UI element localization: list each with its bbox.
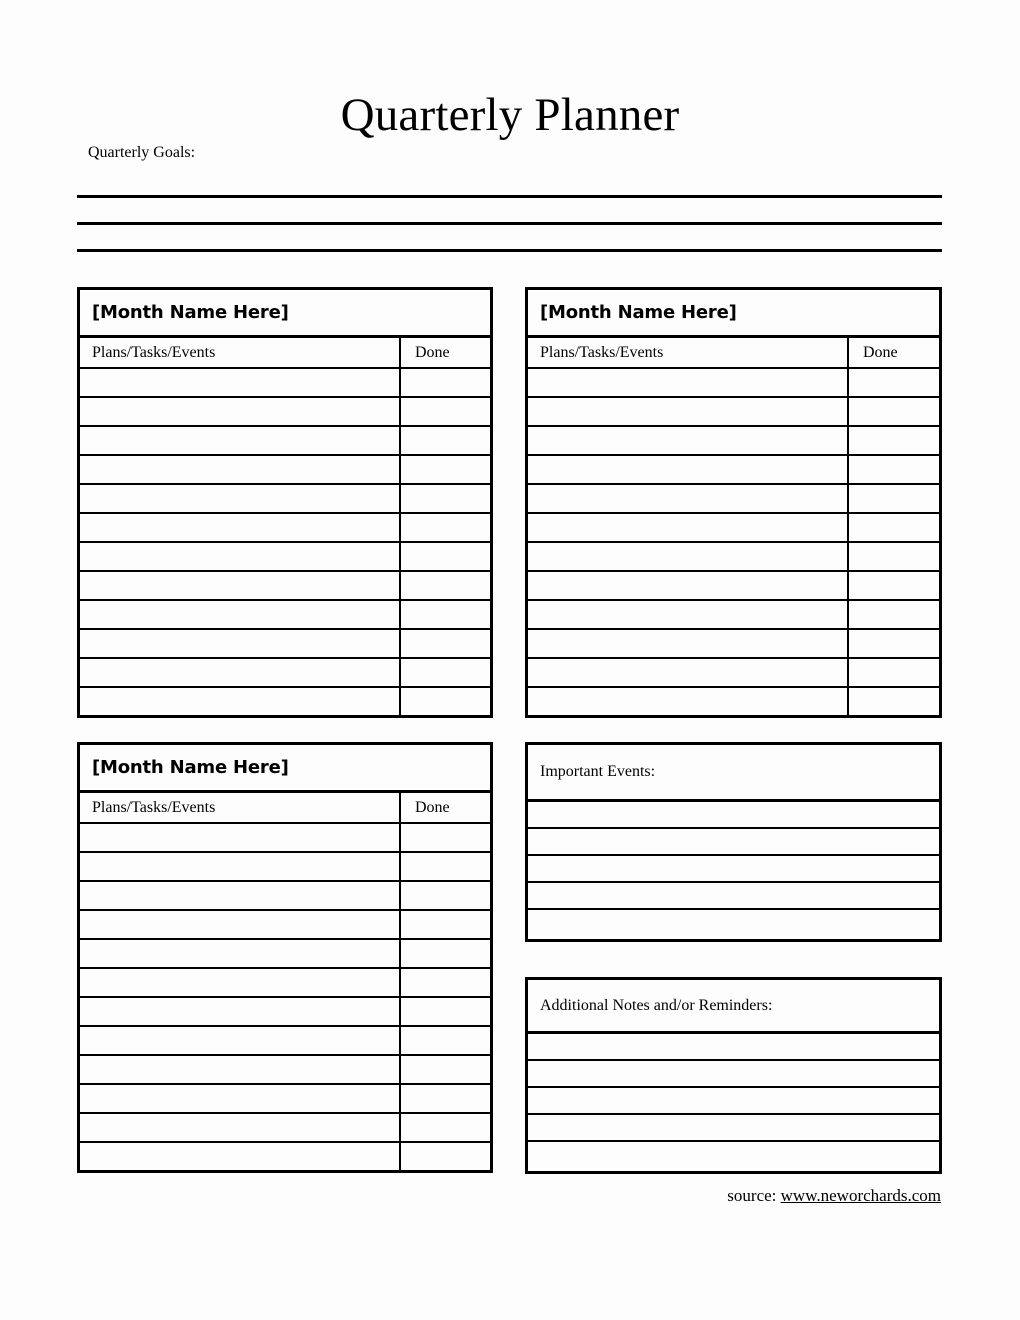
- table-row[interactable]: [80, 571, 490, 600]
- table-row[interactable]: [80, 1055, 490, 1084]
- done-cell[interactable]: [848, 687, 939, 716]
- done-cell[interactable]: [400, 658, 490, 687]
- task-cell[interactable]: [528, 571, 848, 600]
- month-1-title: [Month Name Here]: [92, 302, 289, 323]
- done-cell[interactable]: [400, 1142, 490, 1171]
- month-table-1: [77, 287, 493, 718]
- quarterly-goals-line-1[interactable]: [77, 195, 942, 198]
- month-3-task-table: [80, 793, 490, 1171]
- list-item[interactable]: [528, 1088, 939, 1115]
- task-cell[interactable]: [80, 658, 400, 687]
- table-row[interactable]: [528, 571, 939, 600]
- done-cell[interactable]: [848, 426, 939, 455]
- task-cell[interactable]: [80, 484, 400, 513]
- column-header-tasks: Plans/Tasks/Events: [80, 338, 400, 368]
- table-row[interactable]: [80, 1113, 490, 1142]
- table-row[interactable]: [80, 455, 490, 484]
- task-cell[interactable]: [80, 426, 400, 455]
- month-1-task-table: [80, 338, 490, 716]
- additional-notes-label: Additional Notes and/or Reminders:: [540, 996, 773, 1014]
- done-cell[interactable]: [848, 600, 939, 629]
- table-row[interactable]: [528, 368, 939, 397]
- task-cell[interactable]: [528, 426, 848, 455]
- table-row[interactable]: [528, 513, 939, 542]
- month-2-title-row[interactable]: [528, 290, 939, 338]
- done-cell[interactable]: [400, 910, 490, 939]
- done-cell[interactable]: [400, 455, 490, 484]
- table-row[interactable]: [528, 397, 939, 426]
- task-cell[interactable]: [80, 1055, 400, 1084]
- task-cell[interactable]: [528, 658, 848, 687]
- page-title: Quarterly Planner: [340, 89, 680, 142]
- month-3-rows: [80, 823, 490, 1171]
- task-cell[interactable]: [80, 939, 400, 968]
- task-cell[interactable]: [528, 513, 848, 542]
- done-cell[interactable]: [848, 368, 939, 397]
- table-row[interactable]: [80, 687, 490, 716]
- task-cell[interactable]: [80, 571, 400, 600]
- list-item[interactable]: [528, 1034, 939, 1061]
- task-cell[interactable]: [528, 542, 848, 571]
- task-cell[interactable]: [528, 455, 848, 484]
- month-2-rows: [528, 368, 939, 716]
- done-cell[interactable]: [400, 997, 490, 1026]
- task-cell[interactable]: [80, 513, 400, 542]
- done-cell[interactable]: [400, 881, 490, 910]
- task-cell[interactable]: [528, 600, 848, 629]
- quarterly-goals-line-3[interactable]: [77, 249, 942, 252]
- task-cell[interactable]: [80, 997, 400, 1026]
- important-events-title-row: [528, 745, 939, 802]
- table-row[interactable]: [80, 397, 490, 426]
- table-row[interactable]: [80, 997, 490, 1026]
- done-cell[interactable]: [848, 397, 939, 426]
- important-events-rows: [528, 802, 939, 937]
- important-events-box: [525, 742, 942, 942]
- list-item[interactable]: [528, 856, 939, 883]
- task-cell[interactable]: [80, 542, 400, 571]
- list-item[interactable]: [528, 829, 939, 856]
- table-row[interactable]: [80, 600, 490, 629]
- table-row[interactable]: [528, 426, 939, 455]
- quarterly-goals-line-2[interactable]: [77, 222, 942, 225]
- task-cell[interactable]: [80, 968, 400, 997]
- task-cell[interactable]: [80, 1084, 400, 1113]
- task-cell[interactable]: [80, 600, 400, 629]
- task-cell[interactable]: [80, 629, 400, 658]
- month-1-rows: [80, 368, 490, 716]
- task-cell[interactable]: [528, 629, 848, 658]
- source-prefix: source:: [727, 1186, 777, 1205]
- task-cell[interactable]: [80, 455, 400, 484]
- important-events-label: Important Events:: [540, 763, 656, 780]
- month-table-2: [525, 287, 942, 718]
- list-item[interactable]: [528, 883, 939, 910]
- done-cell[interactable]: [848, 455, 939, 484]
- done-cell[interactable]: [400, 542, 490, 571]
- task-cell[interactable]: [80, 1113, 400, 1142]
- month-2-task-table: [528, 338, 939, 716]
- table-row[interactable]: [80, 513, 490, 542]
- table-header-row: [80, 338, 490, 368]
- list-item[interactable]: [528, 1115, 939, 1142]
- done-cell[interactable]: [400, 600, 490, 629]
- task-cell[interactable]: [80, 910, 400, 939]
- task-cell[interactable]: [80, 687, 400, 716]
- table-row[interactable]: [80, 852, 490, 881]
- table-row[interactable]: [528, 658, 939, 687]
- done-cell[interactable]: [400, 397, 490, 426]
- task-cell[interactable]: [80, 368, 400, 397]
- done-cell[interactable]: [400, 368, 490, 397]
- additional-notes-box: [525, 977, 942, 1174]
- column-header-done: Done: [400, 793, 490, 823]
- month-3-title-row[interactable]: [80, 745, 490, 793]
- done-cell[interactable]: [848, 571, 939, 600]
- done-cell[interactable]: [400, 939, 490, 968]
- done-cell[interactable]: [400, 1113, 490, 1142]
- done-cell[interactable]: [400, 1026, 490, 1055]
- task-cell[interactable]: [528, 368, 848, 397]
- table-row[interactable]: [80, 426, 490, 455]
- task-cell[interactable]: [80, 881, 400, 910]
- column-header-done: Done: [848, 338, 939, 368]
- done-cell[interactable]: [848, 542, 939, 571]
- done-cell[interactable]: [400, 484, 490, 513]
- task-cell[interactable]: [80, 1026, 400, 1055]
- month-1-title-row[interactable]: [80, 290, 490, 338]
- table-row[interactable]: [80, 910, 490, 939]
- month-table-3: [77, 742, 493, 1173]
- table-row[interactable]: [528, 484, 939, 513]
- table-row[interactable]: [80, 484, 490, 513]
- done-cell[interactable]: [400, 852, 490, 881]
- source-attribution: [727, 1186, 941, 1206]
- list-item[interactable]: [528, 1061, 939, 1088]
- additional-notes-title-row: [528, 980, 939, 1034]
- quarterly-goals-label: Quarterly Goals:: [88, 144, 196, 161]
- table-row[interactable]: [80, 968, 490, 997]
- task-cell[interactable]: [528, 687, 848, 716]
- table-row[interactable]: [80, 881, 490, 910]
- task-cell[interactable]: [80, 397, 400, 426]
- column-header-done: Done: [400, 338, 490, 368]
- table-row[interactable]: [528, 455, 939, 484]
- table-row[interactable]: [80, 939, 490, 968]
- task-cell[interactable]: [80, 1142, 400, 1171]
- table-row[interactable]: [528, 542, 939, 571]
- table-row[interactable]: [528, 687, 939, 716]
- table-row[interactable]: [80, 1142, 490, 1171]
- table-row[interactable]: [80, 658, 490, 687]
- done-cell[interactable]: [400, 571, 490, 600]
- task-cell[interactable]: [528, 484, 848, 513]
- table-row[interactable]: [80, 368, 490, 397]
- month-3-title: [Month Name Here]: [92, 757, 289, 778]
- table-row[interactable]: [528, 600, 939, 629]
- done-cell[interactable]: [400, 1055, 490, 1084]
- done-cell[interactable]: [400, 513, 490, 542]
- table-row[interactable]: [528, 629, 939, 658]
- table-row[interactable]: [80, 542, 490, 571]
- table-row[interactable]: [80, 629, 490, 658]
- column-header-tasks: Plans/Tasks/Events: [80, 793, 400, 823]
- done-cell[interactable]: [400, 687, 490, 716]
- list-item[interactable]: [528, 802, 939, 829]
- done-cell[interactable]: [400, 968, 490, 997]
- done-cell[interactable]: [400, 1084, 490, 1113]
- done-cell[interactable]: [400, 823, 490, 852]
- done-cell[interactable]: [400, 426, 490, 455]
- done-cell[interactable]: [848, 484, 939, 513]
- column-header-tasks: Plans/Tasks/Events: [528, 338, 848, 368]
- table-row[interactable]: [80, 1084, 490, 1113]
- table-row[interactable]: [80, 823, 490, 852]
- done-cell[interactable]: [848, 629, 939, 658]
- task-cell[interactable]: [528, 397, 848, 426]
- source-url[interactable]: www.neworchards.com: [780, 1186, 941, 1205]
- month-2-title: [Month Name Here]: [540, 302, 737, 323]
- task-cell[interactable]: [80, 823, 400, 852]
- table-header-row: [80, 793, 490, 823]
- done-cell[interactable]: [400, 629, 490, 658]
- additional-notes-rows: [528, 1034, 939, 1169]
- table-header-row: [528, 338, 939, 368]
- list-item[interactable]: [528, 1142, 939, 1169]
- list-item[interactable]: [528, 910, 939, 937]
- done-cell[interactable]: [848, 513, 939, 542]
- done-cell[interactable]: [848, 658, 939, 687]
- task-cell[interactable]: [80, 852, 400, 881]
- table-row[interactable]: [80, 1026, 490, 1055]
